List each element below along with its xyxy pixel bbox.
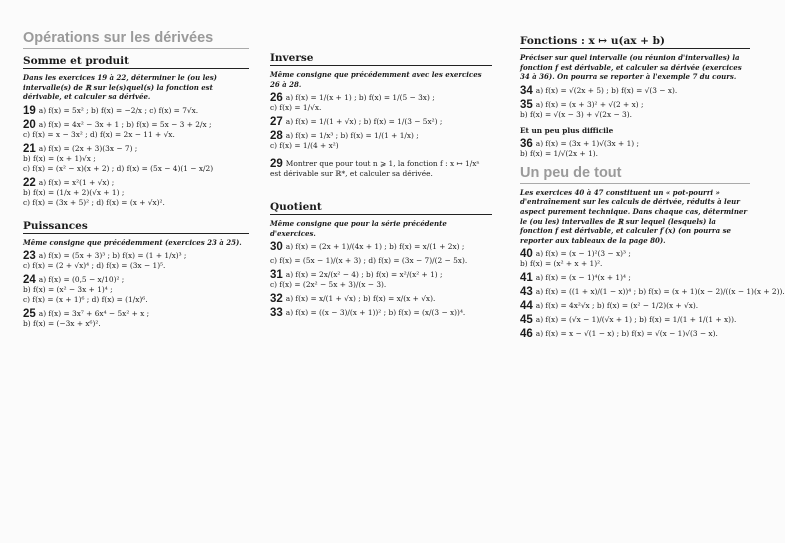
exercise-number: 43	[520, 286, 533, 299]
section-title-puissances: Puissances	[23, 220, 249, 234]
exercise-text: a) f(x) = x²(1 + √x) ;	[38, 177, 115, 187]
exercise-number: 25	[23, 308, 36, 321]
exercise-number: 44	[520, 300, 533, 313]
exercise	[23, 178, 249, 208]
column-left	[23, 30, 249, 329]
exercise-line	[520, 315, 750, 325]
exercise-line	[270, 242, 492, 252]
exercise-number: 27	[270, 116, 283, 129]
exercise-text: b) f(x) = (x² − 3x + 1)⁴ ;	[23, 285, 113, 295]
section-title-somme-produit: Somme et produit	[23, 55, 249, 69]
exercise-text: c) f(x) = (2x² − 5x + 3)/(x − 3).	[270, 280, 387, 290]
exercise-line: a) f(x) = (3x + 1)√(3x + 1) ;	[535, 138, 640, 148]
exercise	[520, 315, 750, 325]
exercise-number: 46	[520, 328, 533, 341]
exercise-text: c) f(x) = (3x + 5)² ; d) f(x) = (x + √x)².	[23, 197, 165, 207]
exercise-text: c) f(x) = 1/(4 + x²)	[270, 141, 339, 151]
exercise-text: a) f(x) = 3x⁷ + 6x⁴ − 5x² + x ;	[38, 309, 150, 319]
exercise	[520, 249, 750, 269]
exercise-line	[270, 294, 492, 304]
exercise-text: a) f(x) = ((1 + x)/(1 − x))⁴ ; b) f(x) = (x + 1)(x − 2)/((x − 1)(x + 2)).	[535, 287, 785, 297]
exercise-line	[23, 198, 249, 208]
exercise-line	[520, 249, 750, 259]
exercise-text: b) f(x) = (1/x + 2)(√x + 1) ;	[23, 187, 125, 197]
exercise	[520, 273, 750, 283]
exercise	[270, 294, 492, 304]
exercise-line	[520, 286, 785, 299]
exercise-number: 35	[520, 98, 533, 111]
exercise-number: 24	[23, 274, 36, 287]
exercise-text: a) f(x) = 1/(x + 1) ; b) f(x) = 1/(5 − 3x) ;	[285, 93, 435, 103]
exercise-text: a) f(x) = (x − 1)²(3 − x)³ ;	[535, 249, 631, 259]
exercise-list	[23, 106, 249, 208]
exercise-line	[23, 178, 249, 188]
exercise-list	[520, 86, 750, 120]
exercise	[23, 144, 249, 174]
exercise-line	[23, 319, 249, 329]
exercise-text: a) f(x) = (2x + 1)/(4x + 1) ; b) f(x) = x/(1 + 2x) ;	[285, 242, 465, 252]
exercise	[520, 100, 750, 120]
exercise-line	[520, 86, 750, 96]
subheading-harder: Et un peu plus difficile	[520, 125, 614, 135]
exercise-text: a) f(x) = x/(1 + √x) ; b) f(x) = x/(x + √x).	[285, 294, 436, 304]
section-intro: Les exercices 40 à 47 constituent un « pot-pourri » d'entraînement sur les calculs de dérivée, réduits à leur aspect purement technique. Dans chaque cas, déterminer le (ou les) intervalles de ℝ sur lequel (lesquels) la fonction f est dérivable, et calculer f′(x) (on pourra se reporter aux tableaux de la page 80).	[520, 187, 748, 245]
exercise	[270, 117, 492, 127]
exercise-text: a) f(x) = ((x − 3)/(x + 1))² ; b) f(x) = (x/(3 − x))⁴.	[285, 308, 466, 318]
exercise-number: 40	[520, 248, 533, 261]
exercise-line	[270, 93, 492, 103]
exercise-number: 30	[270, 241, 283, 254]
exercise-list	[270, 242, 492, 318]
section-title-quotient: Quotient	[270, 201, 492, 215]
exercise	[270, 270, 492, 290]
exercise	[520, 139, 750, 159]
section-intro: Même consigne que pour la série précédente d'exercices.	[270, 219, 447, 238]
exercise-text: c) f(x) = (x² − x)(x + 2) ; d) f(x) = (5x − 4)(1 − x/2)	[23, 163, 214, 173]
exercise-number: 29	[270, 158, 283, 171]
exercise-number: 19	[23, 104, 36, 117]
exercise-text: a) f(x) = 2x/(x² − 4) ; b) f(x) = x²/(x² + 1) ;	[285, 270, 443, 280]
exercise-line	[520, 100, 750, 110]
exercise-number: 22	[23, 176, 36, 189]
exercise	[23, 120, 249, 140]
exercise	[520, 301, 750, 311]
exercise-line	[270, 256, 492, 266]
exercise-line	[270, 141, 492, 151]
exercise	[270, 159, 492, 179]
exercise-text: a) f(x) = (√x − 1)/(√x + 1) ; b) f(x) = 1/(1 + 1/(1 + x)).	[535, 315, 737, 325]
exercise-text: c) f(x) = 1/√x.	[270, 103, 322, 113]
exercise	[23, 106, 249, 116]
exercise-number: 32	[270, 293, 283, 306]
exercise-number: 26	[270, 92, 283, 105]
exercise-line	[23, 154, 249, 164]
column-middle	[270, 52, 492, 318]
exercise	[270, 131, 492, 151]
exercise-line	[23, 275, 249, 285]
exercise-text: a) f(x) = 4x²√x ; b) f(x) = (x² − 1/2)(x + √x).	[535, 301, 699, 311]
exercise-line	[23, 251, 249, 261]
exercise-line	[270, 280, 492, 290]
exercise	[23, 275, 249, 305]
exercise-text: c) f(x) = (x + 1)⁶ ; d) f(x) = (1/x)⁶.	[23, 295, 148, 305]
exercise-text: a) f(x) = 5x² ; b) f(x) = −2/x ; c) f(x) = 7√x.	[38, 105, 199, 115]
exercise-number: 21	[23, 142, 36, 155]
section-intro: Même consigne que précédemment avec les exercices 26 à 28.	[270, 70, 482, 89]
exercise-line	[270, 270, 492, 280]
exercise-text: c) f(x) = (5x − 1)/(x + 3) ; d) f(x) = (3x − 7)/(2 − 5x).	[270, 256, 468, 266]
exercise	[520, 86, 750, 96]
exercise-line	[23, 295, 249, 305]
exercise-text: a) f(x) = (2x + 3)(3x − 7) ;	[38, 143, 138, 153]
page-title: Opérations sur les dérivées	[23, 30, 249, 49]
exercise-text: a) f(x) = (x + 3)² + √(2 + x) ;	[535, 99, 644, 109]
section-title-fonctions: Fonctions : x ↦ u(ax + b)	[520, 35, 750, 49]
exercise-number: 23	[23, 250, 36, 263]
exercise-line	[520, 110, 750, 120]
exercise-list	[520, 248, 785, 341]
exercise-text: a) f(x) = √(2x + 5) ; b) f(x) = √(3 − x).	[535, 85, 678, 95]
exercise-number: 33	[270, 307, 283, 320]
exercise-line: b) f(x) = 1/√(2x + 1).	[520, 148, 599, 158]
exercise-number: 28	[270, 130, 283, 143]
exercise-number: 36	[520, 137, 533, 150]
exercise	[520, 286, 785, 299]
exercise	[270, 308, 492, 318]
exercise-text: c) f(x) = x − 3x² ; d) f(x) = 2x − 11 + √x.	[23, 129, 175, 139]
exercise-number: 45	[520, 314, 533, 327]
section-title-inverse: Inverse	[270, 52, 492, 66]
exercise-text: c) f(x) = (2 + √x)⁴ ; d) f(x) = (3x − 1)⁵.	[23, 261, 166, 271]
exercise-text: a) f(x) = 4x² − 3x + 1 ; b) f(x) = 5x − 3 + 2/x ;	[38, 119, 212, 129]
exercise	[270, 242, 492, 252]
exercise-text: b) f(x) = (x² + x + 1)².	[520, 259, 603, 269]
exercise-line	[23, 130, 249, 140]
exercise-text: b) f(x) = (x + 1)√x ;	[23, 153, 96, 163]
exercise-text: b) f(x) = (−3x + x⁶)².	[23, 319, 101, 329]
exercise-number: 41	[520, 272, 533, 285]
exercise-list	[270, 93, 492, 151]
exercise-line	[520, 301, 750, 311]
exercise-text: a) f(x) = 1/x³ ; b) f(x) = 1/(1 + 1/x) ;	[285, 131, 419, 141]
exercise-text: Montrer que pour tout n ⩾ 1, la fonction f : x ↦ 1/xⁿ est dérivable sur ℝ*, et calculer sa dérivée.	[270, 159, 480, 179]
exercise	[270, 93, 492, 113]
exercise	[270, 256, 492, 266]
exercise-text: a) f(x) = (x − 1)⁴(x + 1)⁴ ;	[535, 273, 631, 283]
exercise-line	[270, 131, 492, 141]
exercise-line	[23, 164, 249, 174]
exercise-text: a) f(x) = 1/(1 + √x) ; b) f(x) = 1/(3 − 5x²) ;	[285, 117, 443, 127]
exercise-number: 34	[520, 84, 533, 97]
exercise-text: a) f(x) = x − √(1 − x) ; b) f(x) = √(x − 1)√(3 − x).	[535, 329, 718, 339]
exercise-line	[23, 120, 249, 130]
column-right	[520, 35, 785, 341]
exercise-line	[270, 103, 492, 113]
exercise-text: b) f(x) = √(x − 3) + √(2x − 3).	[520, 109, 632, 119]
exercise-line	[520, 273, 750, 283]
exercise-list	[23, 251, 249, 329]
exercise-line	[23, 285, 249, 295]
exercise-line	[270, 308, 492, 318]
exercise-line	[23, 261, 249, 271]
exercise-line	[23, 106, 249, 116]
section-intro: Dans les exercices 19 à 22, déterminer le (ou les) intervalle(s) de ℝ sur le(s)quel(s) la fonction est dérivable, et calculer sa dérivée.	[23, 73, 217, 102]
exercise-text: a) f(x) = (0,5 − x/10)² ;	[38, 275, 125, 285]
section-title-un-peu-de-tout: Un peu de tout	[520, 165, 750, 184]
section-intro: Préciser sur quel intervalle (ou réunion d'intervalles) la fonction f est dérivable, et calculer sa dérivée (exercices 34 à 36). On pourra se reporter à l'exemple 7 du cours.	[520, 53, 742, 82]
exercise-line	[23, 309, 249, 319]
exercise-text: a) f(x) = (5x + 3)³ ; b) f(x) = (1 + 1/x)³ ;	[38, 251, 187, 261]
exercise-line	[23, 144, 249, 154]
exercise	[23, 251, 249, 271]
exercise-number: 20	[23, 118, 36, 131]
exercise-line	[270, 117, 492, 127]
exercise	[520, 329, 750, 339]
section-intro: Même consigne que précédemment (exercices 23 à 25).	[23, 237, 242, 247]
exercise-line	[520, 329, 750, 339]
exercise-number: 31	[270, 269, 283, 282]
exercise	[23, 309, 249, 329]
exercise-line	[23, 188, 249, 198]
exercise-line	[520, 259, 750, 269]
